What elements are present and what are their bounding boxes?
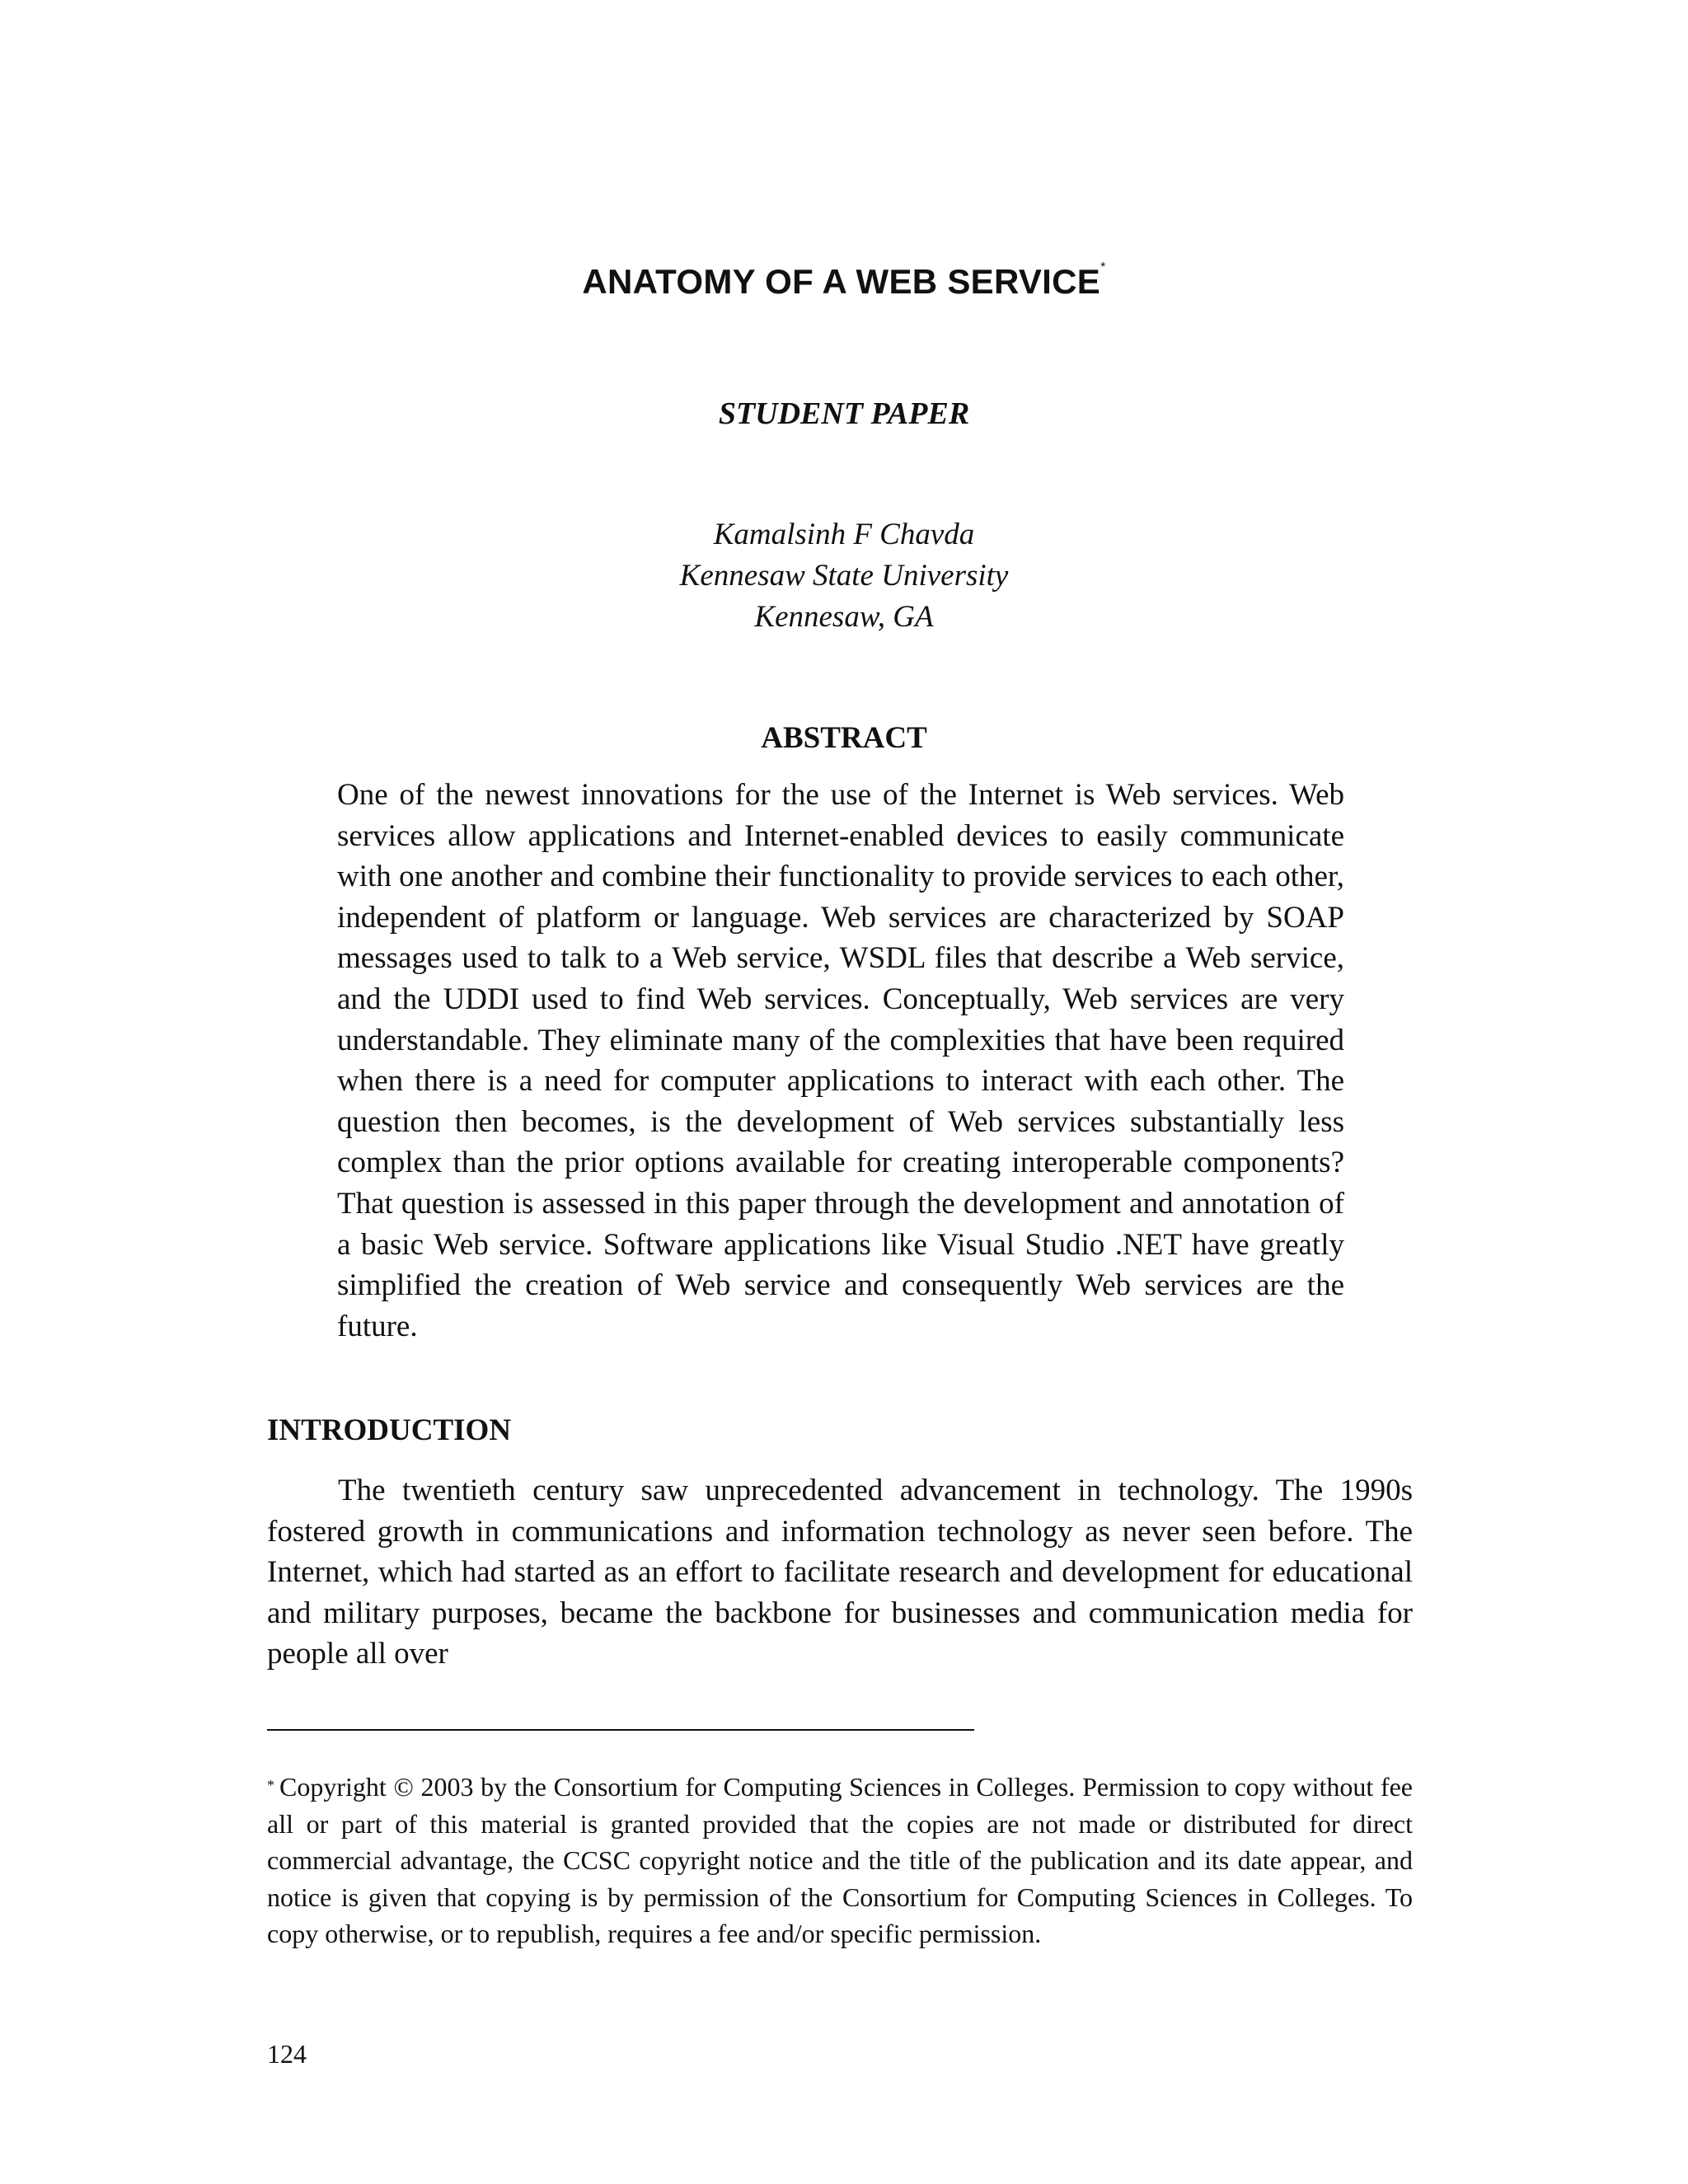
author-location: Kennesaw, GA — [754, 600, 934, 634]
copyright-footnote — [267, 1769, 1413, 1952]
paper-title — [0, 262, 1688, 302]
author-name: Kamalsinh F Chavda — [713, 518, 975, 551]
abstract-heading: ABSTRACT — [761, 721, 927, 755]
footnote-divider — [267, 1729, 974, 1731]
footnote-text: Copyright © 2003 by the Consortium for Computing Sciences in Colleges. Permission to copy without fee all or part of this material is granted provided that the copies are not made or distributed for direct commercial advantage, the CCSC copyright notice and the title of the publication and its date appear, and notice is given that copying is by permission of the Consortium for Computing Sciences in Colleges. To copy otherwise, or to republish, requires a fee and/or specific permission. — [267, 1772, 1413, 1948]
author-block — [0, 514, 1688, 638]
title-footnote-marker: * — [1100, 260, 1106, 274]
footnote-marker: * — [267, 1777, 274, 1793]
paper-title-text: ANATOMY OF A WEB SERVICE — [582, 262, 1101, 301]
page-number: 124 — [267, 2039, 307, 2069]
paper-subtitle: STUDENT PAPER — [718, 396, 970, 431]
author-affiliation: Kennesaw State University — [679, 559, 1009, 593]
introduction-heading: INTRODUCTION — [267, 1413, 512, 1447]
abstract-body: One of the newest innovations for the use of the Internet is Web services. Web services allow applications and Internet-enabled devices to easily communicate with one another and combine their functionality to provide services to each other, independent of platform or language. Web services are characterized by SOAP messages used to talk to a Web service, WSDL files that describe a Web service, and the UDDI used to find Web services. Conceptually, Web services are very understandable. They eliminate many of the complexities that have been required when there is a need for computer applications to interact with each other. The question then becomes, is the development of Web services substantially less complex than the prior options available for creating interoperable components? That question is assessed in this paper through the development and annotation of a basic Web service. Software applications like Visual Studio .NET have greatly simplified the creation of Web service and consequently Web services are the future. — [337, 778, 1344, 1343]
introduction-body: The twentieth century saw unprecedented advancement in technology. The 1990s fostered growth in communications and information technology as never seen before. The Internet, which had started as an effort to facilitate research and development for educational and military purposes, became the backbone for businesses and communication media for people all over — [267, 1474, 1413, 1671]
